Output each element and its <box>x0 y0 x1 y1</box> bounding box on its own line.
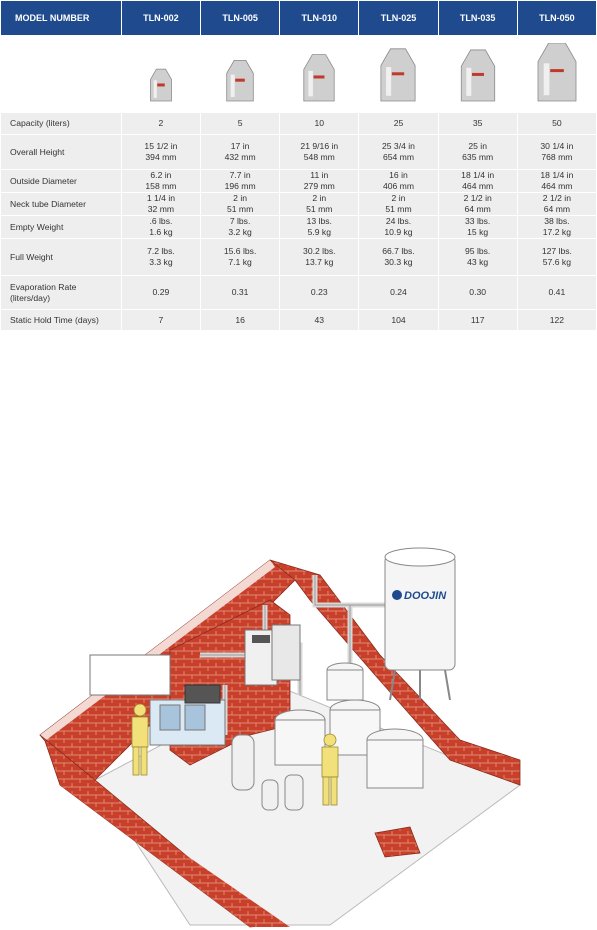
spec-cell <box>122 216 200 238</box>
spec-cell-line: 15 kg <box>467 227 489 237</box>
spec-cell-line: 279 mm <box>303 181 335 191</box>
spec-cell-line: 30 1/4 in <box>540 141 574 151</box>
spec-cell-line: 24 lbs. <box>385 216 412 226</box>
spec-cell-line: 2 1/2 in <box>463 193 492 203</box>
spec-cell <box>359 193 437 215</box>
model-header: TLN-050 <box>518 1 596 35</box>
spec-cell <box>439 276 517 309</box>
spec-cell-line: 95 lbs. <box>465 246 491 256</box>
facility-illustration <box>0 535 597 930</box>
spec-cell-line: 18 1/4 in <box>540 170 574 180</box>
spec-cell <box>122 193 200 215</box>
spec-cell-line: 548 mm <box>303 152 335 162</box>
spec-cell <box>359 170 437 192</box>
spec-cell <box>280 170 358 192</box>
spec-cell-line: 57.6 kg <box>542 257 571 267</box>
spec-cell-line: 7 lbs. <box>229 216 251 226</box>
spec-cell-line: 394 mm <box>145 152 177 162</box>
spec-cell <box>201 170 279 192</box>
spec-cell-line: 18 1/4 in <box>461 170 495 180</box>
spec-cell-line: 2 in <box>391 193 406 203</box>
row-label <box>1 310 121 330</box>
spec-cell-line: 635 mm <box>462 152 494 162</box>
spec-cell-line: 5.9 kg <box>307 227 331 237</box>
spec-cell <box>122 113 200 134</box>
row-label <box>1 135 121 169</box>
spec-cell-line: 768 mm <box>541 152 573 162</box>
row-label <box>1 239 121 275</box>
spec-cell-line: 30.3 kg <box>384 257 413 267</box>
model-header: TLN-005 <box>201 1 279 35</box>
spec-cell-line: 5 <box>237 118 243 128</box>
tank-image <box>280 36 358 112</box>
spec-cell <box>201 276 279 309</box>
spec-cell-line: 15 1/2 in <box>144 141 178 151</box>
spec-cell-line: 7.7 in <box>229 170 251 180</box>
spec-cell <box>359 113 437 134</box>
spec-cell-line: 122 <box>549 314 565 325</box>
spec-cell-line: 33 lbs. <box>465 216 491 226</box>
row-label <box>1 170 121 192</box>
spec-cell-line: 464 mm <box>462 181 494 191</box>
tank-image-svg <box>532 43 582 105</box>
spec-cell-line: 15.6 lbs. <box>223 246 257 256</box>
spec-cell <box>122 135 200 169</box>
spec-cell-line: 0.23 <box>310 287 328 297</box>
model-header: TLN-002 <box>122 1 200 35</box>
spec-cell <box>439 193 517 215</box>
spec-cell-line: 127 lbs. <box>541 246 572 256</box>
spec-cell-line: 25 3/4 in <box>381 141 415 151</box>
row-label-line: Full Weight <box>10 251 53 262</box>
spec-cell <box>280 276 358 309</box>
spec-cell <box>439 239 517 275</box>
spec-cell <box>439 170 517 192</box>
spec-cell-line: 43 kg <box>467 257 489 267</box>
row-label-line: Empty Weight <box>10 221 64 232</box>
spec-row <box>1 216 596 238</box>
spec-cell-line: 32 mm <box>147 204 175 214</box>
spec-cell <box>518 113 596 134</box>
spec-cell-line: 158 mm <box>145 181 177 191</box>
row-label-line: (liters/day) <box>10 292 51 303</box>
spec-cell-line: 0.29 <box>152 287 170 297</box>
row-label-line: Outside Diameter <box>10 175 77 186</box>
brand-logo: DOOJIN <box>404 590 447 602</box>
spec-row <box>1 135 596 169</box>
spec-cell <box>359 276 437 309</box>
row-label-line: Static Hold Time (days) <box>10 314 99 325</box>
spec-cell-line: 10.9 kg <box>384 227 413 237</box>
spec-row <box>1 276 596 309</box>
tank-image-svg <box>294 43 344 105</box>
spec-cell <box>280 310 358 330</box>
freezer-units <box>245 625 300 685</box>
spec-cell <box>201 239 279 275</box>
spec-cell <box>439 216 517 238</box>
spec-cell-line: 64 mm <box>543 204 571 214</box>
model-header: TLN-035 <box>439 1 517 35</box>
spec-cell-line: 0.41 <box>548 287 566 297</box>
spec-cell <box>439 113 517 134</box>
spec-table <box>0 0 597 331</box>
image-row <box>1 36 596 112</box>
spec-cell <box>122 239 200 275</box>
spec-row <box>1 239 596 275</box>
spec-cell <box>518 216 596 238</box>
spec-cell-line: 0.24 <box>390 287 407 297</box>
spec-cell-line: 64 mm <box>464 204 491 214</box>
spec-cell-line: 3.3 kg <box>149 257 173 267</box>
spec-cell <box>518 310 596 330</box>
spec-cell-line: 30.2 lbs. <box>303 246 336 256</box>
model-number-header: MODEL NUMBER <box>1 1 121 35</box>
spec-cell <box>201 216 279 238</box>
spec-cell-line: 13.7 kg <box>305 257 334 267</box>
spec-cell <box>201 135 279 169</box>
model-header: TLN-010 <box>280 1 358 35</box>
spec-cell-line: 51 mm <box>226 204 254 214</box>
tank-image-svg <box>373 43 423 105</box>
row-label <box>1 216 121 238</box>
spec-row <box>1 113 596 134</box>
spec-cell-line: 464 mm <box>541 181 573 191</box>
spec-cell-line: 50 <box>552 118 562 128</box>
spec-cell <box>518 276 596 309</box>
spec-cell-line: 13 lbs. <box>306 216 332 226</box>
tank-image <box>122 36 200 112</box>
spec-cell-line: 2 in <box>312 193 327 203</box>
spec-cell <box>122 310 200 330</box>
spec-cell <box>439 135 517 169</box>
spec-cell-line: 2 in <box>233 193 248 203</box>
spec-cell-line: 16 in <box>389 170 408 180</box>
spec-cell-line: 66.7 lbs. <box>382 246 415 256</box>
spec-cell <box>122 170 200 192</box>
spec-cell-line: 21 9/16 in <box>300 141 339 151</box>
row-label-line: Neck tube Diameter <box>10 198 86 209</box>
tank-image-svg <box>453 43 503 105</box>
row-label <box>1 276 121 309</box>
row-label-line: Capacity (liters) <box>10 118 70 128</box>
row-label-line: Overall Height <box>10 146 65 157</box>
spec-cell-line: 7 <box>158 314 164 325</box>
row-label-line: Evaporation Rate <box>10 281 77 292</box>
spec-cell-line: 7.1 kg <box>228 257 252 267</box>
spec-cell-line: 432 mm <box>224 152 256 162</box>
tank-image <box>359 36 437 112</box>
spec-cell <box>359 239 437 275</box>
spec-cell-line: 25 <box>393 118 404 128</box>
spec-cell-line: 117 <box>470 314 485 325</box>
spec-cell-line: 0.30 <box>469 287 487 297</box>
spec-cell <box>280 216 358 238</box>
spec-cell-line: 104 <box>391 314 406 325</box>
spec-cell <box>359 135 437 169</box>
spec-cell-line: 51 mm <box>385 204 412 214</box>
spec-cell-line: 196 mm <box>224 181 256 191</box>
spec-cell <box>518 135 596 169</box>
model-header: TLN-025 <box>359 1 437 35</box>
spec-cell <box>518 193 596 215</box>
tank-image <box>518 36 596 112</box>
row-label <box>1 113 121 134</box>
spec-cell <box>359 310 437 330</box>
spec-cell-line: 406 mm <box>382 181 414 191</box>
spec-cell-line: 51 mm <box>306 204 333 214</box>
spec-cell <box>518 170 596 192</box>
spec-cell-line: 11 in <box>310 170 329 180</box>
spec-cell <box>201 113 279 134</box>
spec-cell-line: 3.2 kg <box>228 227 252 237</box>
tank-image-svg <box>215 43 265 105</box>
spec-cell-line: 35 <box>472 118 483 128</box>
spec-cell <box>280 239 358 275</box>
spec-cell <box>518 239 596 275</box>
spec-cell-line: 6.2 in <box>150 170 172 180</box>
spec-cell-line: 16 <box>235 314 245 325</box>
header-row <box>1 1 596 35</box>
spec-cell <box>359 216 437 238</box>
tank-image-svg <box>136 43 186 105</box>
spec-cell-line: 654 mm <box>382 152 414 162</box>
spec-cell-line: 17.2 kg <box>542 227 571 237</box>
spec-cell <box>280 135 358 169</box>
spec-cell-line: 38 lbs. <box>544 216 570 226</box>
spec-cell <box>201 310 279 330</box>
spec-cell-line: 17 in <box>230 141 250 151</box>
row-label <box>1 193 121 215</box>
spec-cell <box>201 193 279 215</box>
image-row-blank <box>1 36 121 112</box>
spec-cell <box>280 193 358 215</box>
spec-cell-line: 1.6 kg <box>149 227 173 237</box>
spec-cell-line: .6 lbs. <box>149 216 173 226</box>
spec-cell-line: 43 <box>314 314 325 325</box>
spec-cell <box>122 276 200 309</box>
spec-cell-line: 1 1/4 in <box>146 193 176 203</box>
spec-cell-line: 2 1/2 in <box>542 193 571 203</box>
spec-row <box>1 193 596 215</box>
spec-cell <box>280 113 358 134</box>
spec-cell <box>439 310 517 330</box>
spec-cell-line: 0.31 <box>231 287 249 297</box>
spec-cell-line: 25 in <box>468 141 487 151</box>
spec-cell-line: 2 <box>158 118 164 128</box>
tank-image <box>201 36 279 112</box>
spec-row <box>1 310 596 330</box>
spec-row <box>1 170 596 192</box>
tank-image <box>439 36 517 112</box>
spec-cell-line: 7.2 lbs. <box>147 246 175 256</box>
spec-cell-line: 10 <box>314 118 325 128</box>
